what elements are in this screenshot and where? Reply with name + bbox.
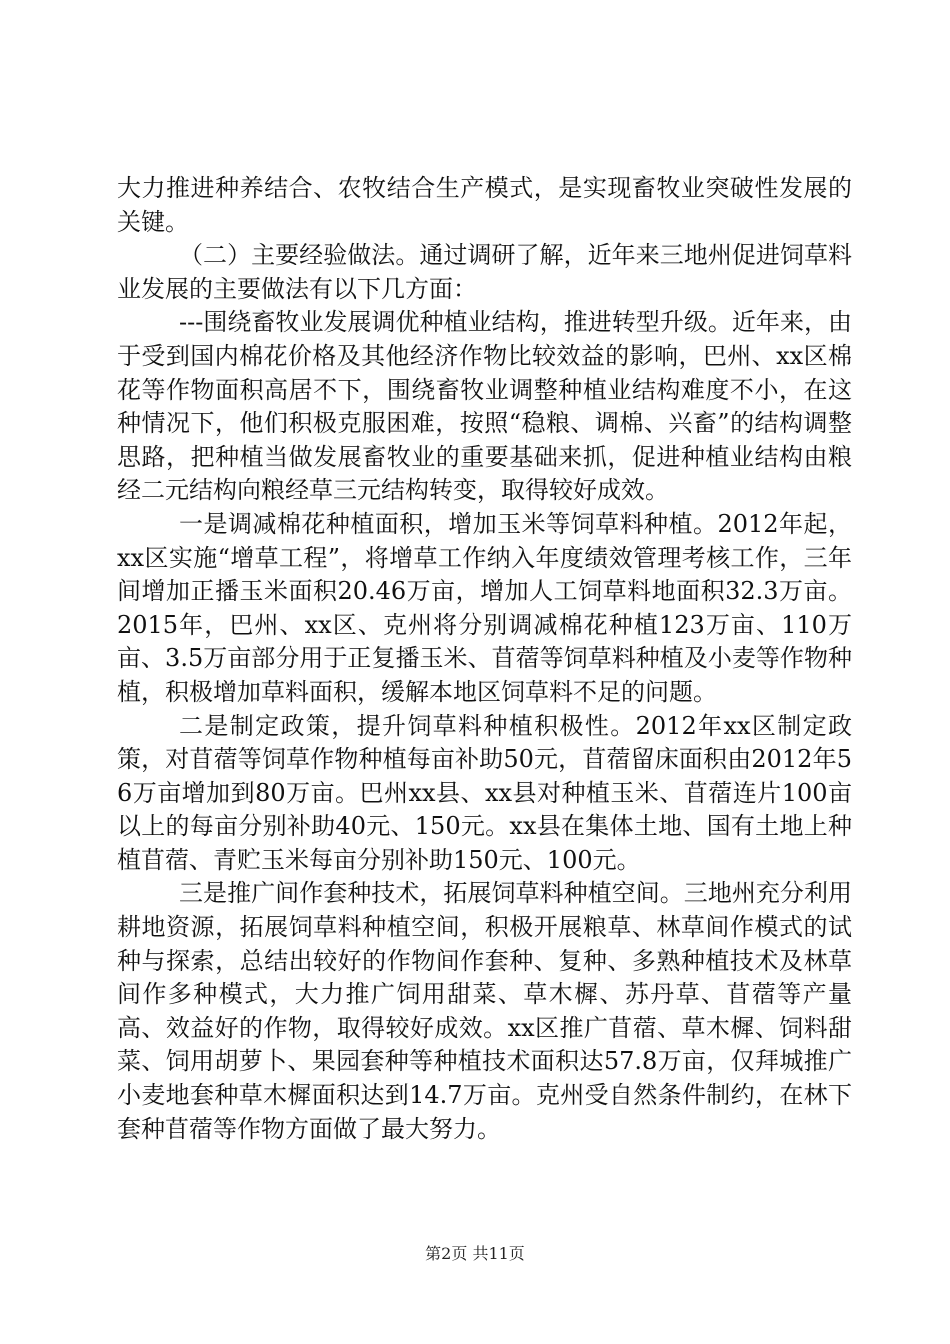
paragraph-point-two: 二是制定政策，提升饲草料种植积极性。2012年xx区制定政策，对苜蓿等饲草作物种植每亩补助50元，苜蓿留床面积由2012年56万亩增加到80万亩。巴州xx县、xx县对种植玉米、苜蓿连片100亩以上的每亩分别补助40元、150元。xx县在集体土地、国有土地上种植苜蓿、青贮玉米每亩分别补助150元、100元。 <box>117 711 852 874</box>
document-body <box>117 172 852 1146</box>
paragraph-point-one: 一是调减棉花种植面积，增加玉米等饲草料种植。2012年起，xx区实施“增草工程”，将增草工作纳入年度绩效管理考核工作，三年间增加正播玉米面积20.46万亩，增加人工饲草料地面积32.3万亩。2015年，巴州、xx区、克州将分别调减棉花种植123万亩、110万亩、3.5万亩部分用于正复播玉米、苜蓿等饲草料种植及小麦等作物种植，积极增加草料面积，缓解本地区饲草料不足的问题。 <box>117 509 852 706</box>
paragraph-structure-adjustment: ---围绕畜牧业发展调优种植业结构，推进转型升级。近年来，由于受到国内棉花价格及其他经济作物比较效益的影响，巴州、xx区棉花等作物面积高居不下，围绕畜牧业调整种植业结构难度不小，在这种情况下，他们积极克服困难，按照“稳粮、调棉、兴畜”的结构调整思路，把种植当做发展畜牧业的重要基础来抓，促进种植业结构由粮经二元结构向粮经草三元结构转变，取得较好成效。 <box>117 308 852 505</box>
paragraph-section-heading: （二）主要经验做法。通过调研了解，近年来三地州促进饲草料业发展的主要做法有以下几方面： <box>117 241 852 303</box>
paragraph-continuation: 大力推进种养结合、农牧结合生产模式，是实现畜牧业突破性发展的关键。 <box>117 174 852 236</box>
paragraph-point-three: 三是推广间作套种技术，拓展饲草料种植空间。三地州充分利用耕地资源，拓展饲草料种植空间，积极开展粮草、林草间作模式的试种与探索，总结出较好的作物间作套种、复种、多熟种植技术及林草间作多种模式，大力推广饲用甜菜、草木樨、苏丹草、苜蓿等产量高、效益好的作物，取得较好成效。xx区推广苜蓿、草木樨、饲料甜菜、饲用胡萝卜、果园套种等种植技术面积达57.8万亩，仅拜城推广小麦地套种草木樨面积达到14.7万亩。克州受自然条件制约，在林下套种苜蓿等作物方面做了最大努力。 <box>117 879 852 1143</box>
page-footer: 第2页 共11页 <box>425 1244 525 1263</box>
